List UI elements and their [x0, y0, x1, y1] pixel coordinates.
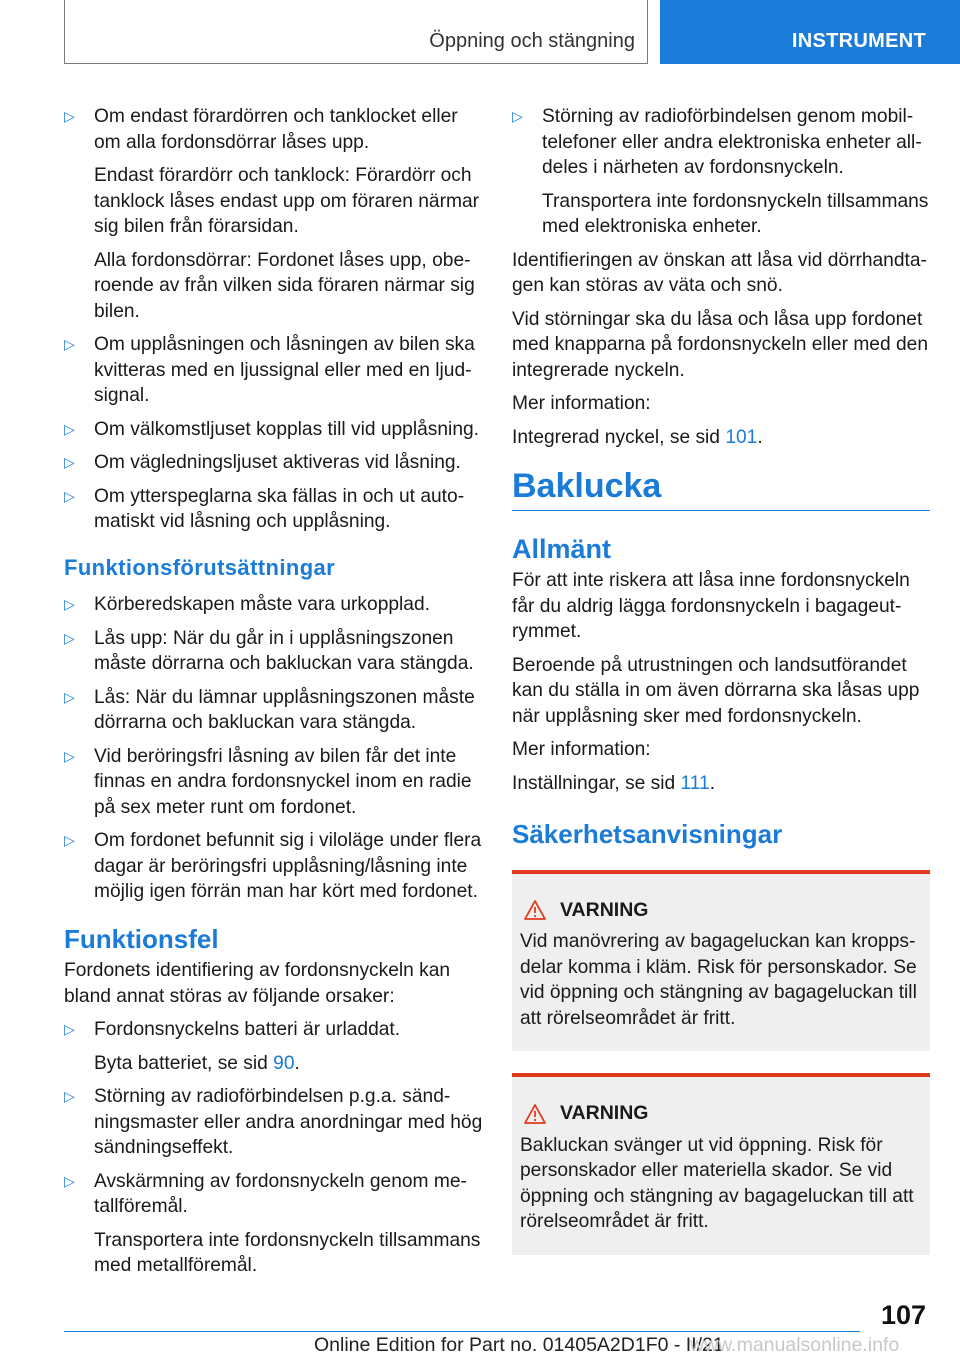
- triangle-bullet-icon: ▷: [64, 1021, 75, 1037]
- paragraph: Identifieringen av önskan att låsa vid dörrhandtagen kan störas av väta och snö.: [512, 249, 927, 296]
- malfunction-intro: Fordonets identifiering av fordonsnyckeln kan bland annat störas av följande orsaker:: [64, 960, 451, 1007]
- triangle-bullet-icon: ▷: [64, 1088, 75, 1104]
- ref-text: Byta batteriet, se sid: [94, 1052, 274, 1074]
- page-link[interactable]: 111: [680, 772, 710, 794]
- item-text: Lås upp: När du går in i upplåsningszonen måste dörrarna och bakluckan vara stängda.: [94, 627, 474, 674]
- more-info-label: Mer information:: [512, 739, 651, 760]
- footer-edition: Online Edition for Part no. 01405A2D1F0 - II/21: [314, 1334, 724, 1356]
- list-item: [64, 484, 484, 535]
- triangle-bullet-icon: ▷: [64, 629, 75, 646]
- list-item: [64, 332, 484, 409]
- triangle-bullet-icon: ▷: [512, 108, 523, 124]
- item-subtext: Transportera inte fordonsnyckeln tillsammans med elektroniska enheter.: [542, 190, 929, 237]
- ref-text: Integrerad nyckel, se sid: [512, 426, 726, 448]
- heading-prerequisites: Funktionsförutsättningar: [64, 554, 336, 580]
- item-text: Om endast förardörren och tanklocket eller om alla fordonsdörrar låses upp.: [94, 106, 458, 153]
- triangle-bullet-icon: ▷: [64, 1172, 75, 1189]
- page-link[interactable]: 90: [273, 1052, 295, 1074]
- triangle-bullet-icon: ▷: [64, 454, 75, 470]
- footer-divider: [64, 1331, 860, 1332]
- item-text: Om ytterspeglarna ska fällas in och ut automatiskt vid låsning och upplåsning.: [94, 485, 465, 532]
- warning-title: VARNING: [560, 1102, 649, 1124]
- triangle-bullet-icon: ▷: [64, 487, 75, 504]
- warning-triangle-icon: [524, 1104, 546, 1124]
- list-item: [64, 1169, 484, 1279]
- item-text: Avskärmning av fordonsnyckeln genom metallföremål.: [94, 1170, 467, 1217]
- item-text: Fordonsnyckelns batteri är urladdat.: [94, 1019, 401, 1040]
- item-text: Om upplåsningen och låsningen av bilen ska kvitteras med en ljussignal eller med en ljudsignal.: [94, 334, 475, 406]
- triangle-bullet-icon: ▷: [64, 108, 75, 124]
- item-subtext: [94, 1051, 484, 1077]
- triangle-bullet-icon: ▷: [64, 420, 75, 437]
- warning-text: Vid manövrering av bagageluckan kan kroppsdelar komma i kläm. Risk för personskador. Se vid öppning och stängning av bagageluckan till att rörelseområdet är fritt.: [520, 931, 917, 1029]
- item-text: Om vägledningsljuset aktiveras vid låsning.: [94, 452, 461, 473]
- item-text: Lås: När du lämnar upplåsningszonen måste dörrarna och bakluckan vara stängda.: [94, 686, 475, 733]
- header-chapter-tab[interactable]: [660, 0, 960, 64]
- ref-suffix: .: [757, 426, 763, 448]
- list-item: [64, 104, 484, 324]
- reference-line: [512, 771, 930, 797]
- more-info-label: Mer information:: [512, 393, 651, 414]
- paragraph: Vid störningar ska du låsa och låsa upp fordonet med knapparna på fordonsnyckeln eller med den integrerade nyckeln.: [512, 308, 928, 381]
- warning-text: Bakluckan svänger ut vid öppning. Risk för personskador eller materiella skador. Se vid öppning och stängning av bagageluckan till att rörelseområdet är fritt.: [520, 1134, 914, 1232]
- left-column: [64, 104, 484, 1287]
- item-text: Om välkomstljuset kopplas till vid upplåsning.: [94, 418, 479, 440]
- paragraph: För att inte riskera att låsa inne fordonsnyckeln får du aldrig lägga fordonsnyckeln i bagageutrymmet.: [512, 570, 910, 642]
- list-item: [512, 104, 930, 240]
- warning-title-row: [520, 898, 920, 924]
- right-column: [512, 104, 930, 1255]
- page-link[interactable]: 101: [725, 426, 758, 448]
- reference-line: [512, 425, 930, 451]
- list-item: [64, 1017, 484, 1076]
- header-section-box: [64, 0, 648, 64]
- paragraph: Beroende på utrustningen och landsutförandet kan du ställa in om även dörrarna ska låsas upp när upplåsning sker med fordonsnyckeln.: [512, 654, 920, 727]
- item-subtext: Alla fordonsdörrar: Fordonet låses upp, oberoende av från vilken sida föraren närmar sig bilen.: [94, 249, 475, 322]
- item-subtext: Transportera inte fordonsnyckeln tillsammans med metallföremål.: [94, 1229, 481, 1276]
- item-text: Körberedskapen måste vara urkopplad.: [94, 594, 430, 615]
- list-item: [64, 744, 484, 821]
- warning-title: VARNING: [560, 898, 649, 921]
- heading-safety: Säkerhetsanvisningar: [512, 819, 783, 849]
- triangle-bullet-icon: ▷: [64, 688, 75, 705]
- triangle-bullet-icon: ▷: [64, 747, 75, 764]
- heading-tailgate: Baklucka: [512, 474, 930, 511]
- header-section-title: Öppning och stängning: [429, 30, 635, 52]
- warning-triangle-icon: [524, 900, 546, 920]
- watermark: www.manualsonline.info: [690, 1334, 900, 1356]
- list-item: [64, 450, 484, 476]
- page-number: 107: [880, 1300, 926, 1330]
- ref-suffix: .: [709, 772, 716, 794]
- warning-title-row: [520, 1101, 920, 1127]
- list-item: [64, 828, 484, 905]
- list-item: [64, 592, 484, 618]
- item-text: Störning av radioförbindelsen p.g.a. sändningsmaster eller andra anordningar med hög sändningseffekt.: [94, 1086, 483, 1158]
- item-subtext: Endast förardörr och tanklock: Förardörr och tanklock låses endast upp om föraren närmar sig bilen från förarsidan.: [94, 165, 480, 237]
- triangle-bullet-icon: ▷: [64, 596, 75, 612]
- triangle-bullet-icon: ▷: [64, 336, 75, 352]
- list-item: [64, 626, 484, 677]
- triangle-bullet-icon: ▷: [64, 832, 75, 848]
- warning-box: [512, 1073, 930, 1255]
- item-text: Vid beröringsfri låsning av bilen får det inte finnas en andra fordonsnyckel inom en radie på sex meter runt om fordonet.: [94, 745, 472, 818]
- item-text: Störning av radioförbindelsen genom mobiltelefoner eller andra elektroniska enheter alldeles i närheten av fordonsnyckeln.: [542, 106, 922, 178]
- item-text: Om fordonet befunnit sig i viloläge under flera dagar är beröringsfri upplåsning/låsning inte möjlig igen förrän man har kört med fordonet.: [94, 830, 482, 902]
- header-chapter-label: INSTRUMENT: [791, 30, 926, 52]
- warning-box: [512, 870, 930, 1052]
- list-item: [64, 417, 484, 443]
- list-item: [64, 1084, 484, 1161]
- list-item: [64, 685, 484, 736]
- heading-general: Allmänt: [512, 533, 612, 564]
- ref-text: Inställningar, se sid: [512, 772, 681, 794]
- heading-malfunction: Funktionsfel: [64, 923, 219, 954]
- ref-suffix: .: [294, 1052, 300, 1074]
